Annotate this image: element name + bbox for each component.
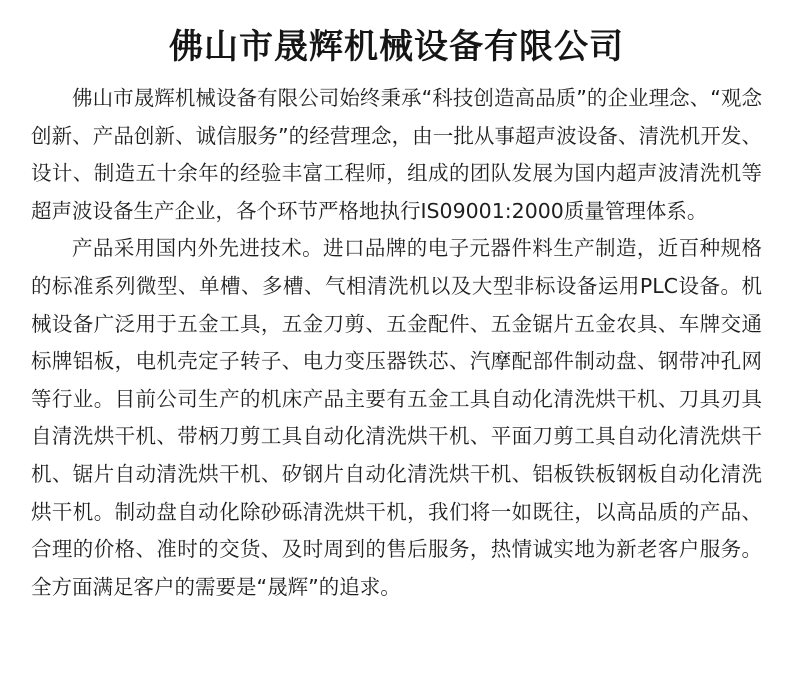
company-title: 佛山市晟辉机械设备有限公司 — [169, 27, 624, 67]
paragraph-company-philosophy: 佛山市晟辉机械设备有限公司始终秉承“科技创造高品质”的企业理念、“观念创新、产品创新、诚信服务”的经营理念，由一批从事超声波设备、清洗机开发、设计、制造五十余年的经验丰富工程师，组成的团队发展为国内超声波清洗机等超声波设备生产企业，各个环节严格地执行IS09001:2000质量管理体系。 — [31, 86, 762, 223]
paragraph-products: 产品采用国内外先进技术。进口品牌的电子元器件料生产制造，近百种规格的标准系列微型、单槽、多槽、气相清洗机以及大型非标设备运用PLC设备。机械设备广泛用于五金工具，五金刀剪、五金配件、五金锯片五金农具、车牌交通标牌铝板，电机壳定子转子、电力变压器铁芯、汽摩配部件制动盘、钢带冲孔网等行业。目前公司生产的机床产品主要有五金工具自动化清洗烘干机、刀具刃具自清洗烘干机、带柄刀剪工具自动化清洗烘干机、平面刀剪工具自动化清洗烘干机、锯片自动清洗烘干机、矽钢片自动化清洗烘干机、铝板铁板钢板自动化清洗烘干机。制动盘自动化除砂砾清洗烘干机，我们将一如既往，以高品质的产品、合理的价格、准时的交货、及时周到的售后服务，热情诚实地为新老客户服务。全方面满足客户的需要是“晟辉”的追求。 — [31, 236, 762, 599]
company-introduction — [31, 80, 762, 606]
